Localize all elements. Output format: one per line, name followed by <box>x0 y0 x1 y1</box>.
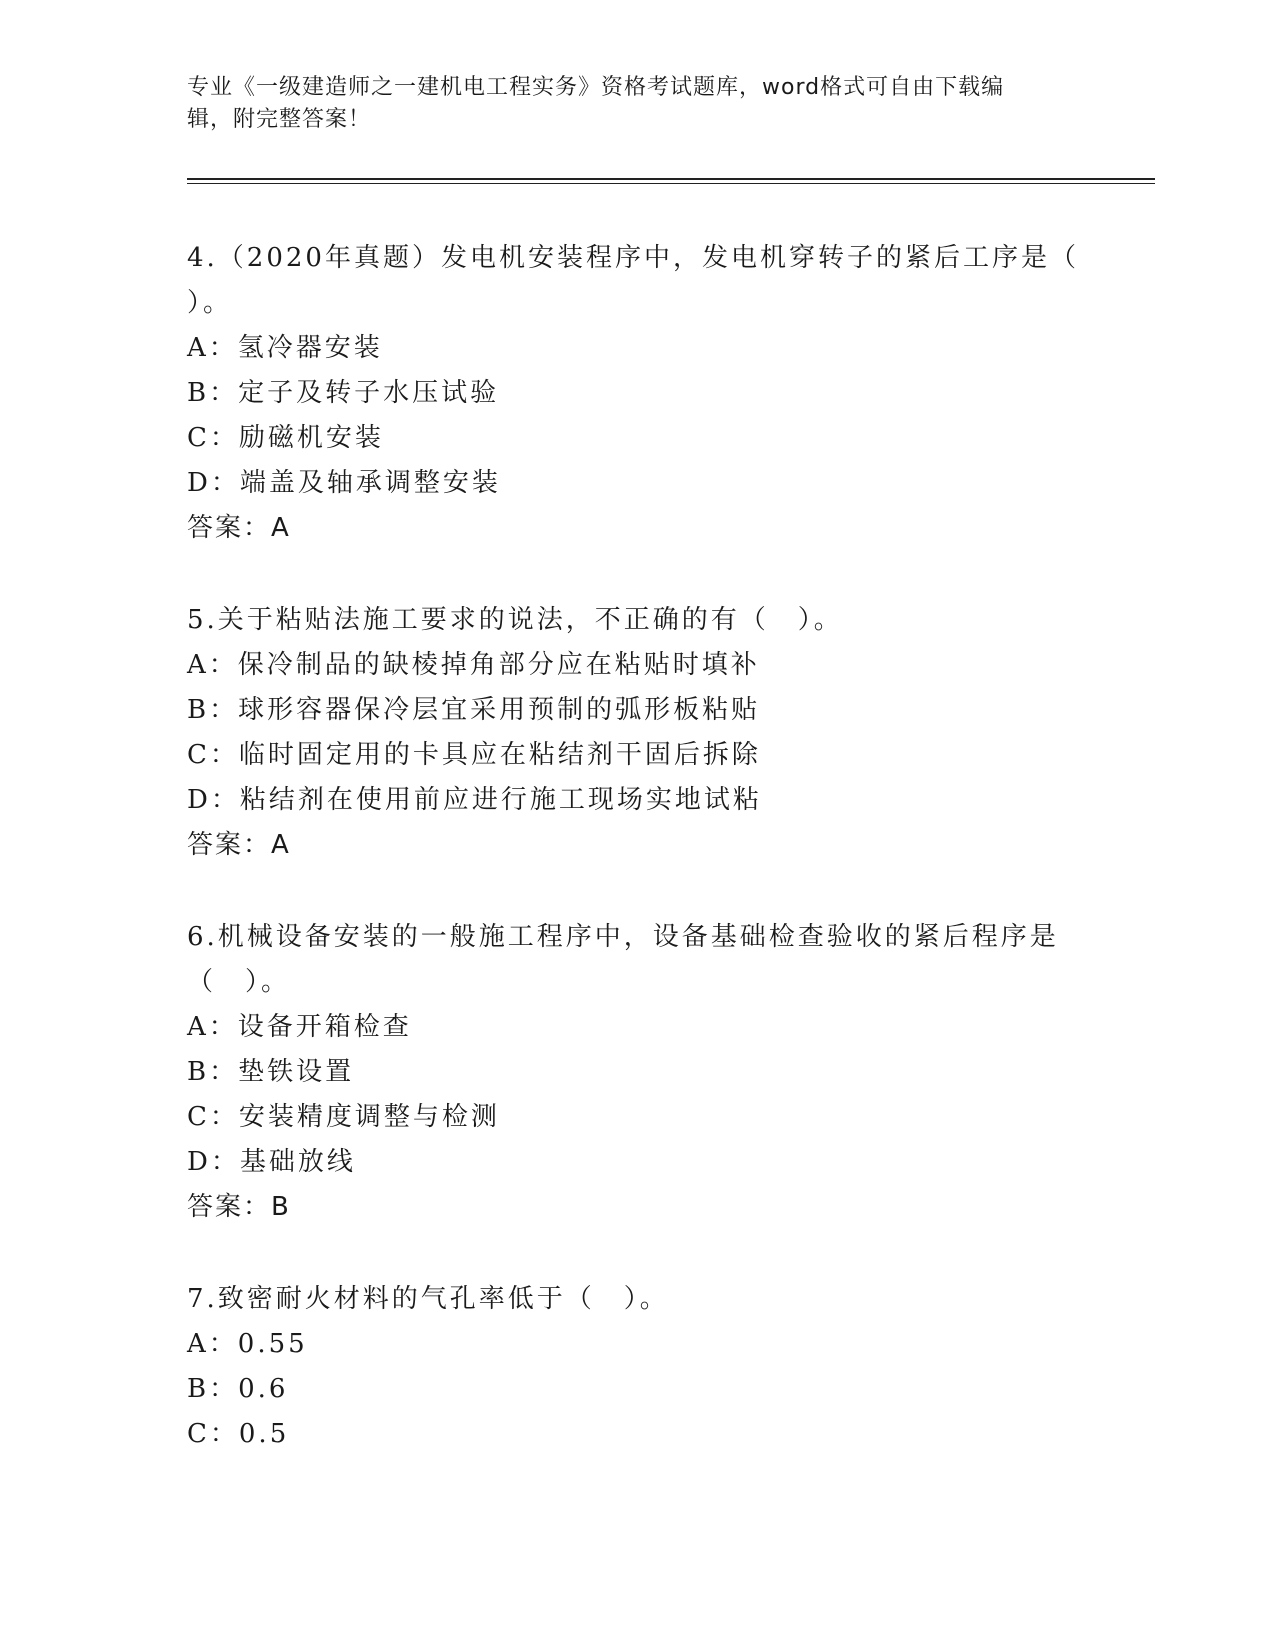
option-d: D：基础放线 <box>187 1147 356 1177</box>
header-line-2: 辑，附完整答案！ <box>187 107 372 132</box>
question-spacer <box>187 868 1087 915</box>
option-c: C：临时固定用的卡具应在粘结剂干固后拆除 <box>187 740 761 770</box>
option-b: B：0.6 <box>187 1374 289 1404</box>
document-header <box>187 72 1067 136</box>
question-4 <box>187 236 1087 551</box>
question-list <box>187 236 1087 1457</box>
option-a: A：0.55 <box>187 1329 308 1359</box>
question-spacer <box>187 1230 1087 1277</box>
option-c: C：安装精度调整与检测 <box>187 1102 500 1132</box>
question-stem-line: 7.致密耐火材料的气孔率低于（ ）。 <box>187 1284 669 1314</box>
header-rule-thin <box>187 183 1155 184</box>
option-c: C：励磁机安装 <box>187 423 384 453</box>
answer-line: 答案：A <box>187 513 291 543</box>
question-7 <box>187 1277 1087 1457</box>
answer-line: 答案：B <box>187 1192 291 1222</box>
question-6 <box>187 915 1087 1230</box>
option-d: D：粘结剂在使用前应进行施工现场实地试粘 <box>187 785 762 815</box>
option-d: D：端盖及轴承调整安装 <box>187 468 501 498</box>
question-stem-line: 6.机械设备安装的一般施工程序中，设备基础检查验收的紧后程序是 <box>187 922 1059 952</box>
option-a: A：设备开箱检查 <box>187 1012 412 1042</box>
option-a: A：氢冷器安装 <box>187 333 383 363</box>
answer-line: 答案：A <box>187 830 291 860</box>
option-b: B：垫铁设置 <box>187 1057 355 1087</box>
question-stem-line: 4.（2020年真题）发电机安装程序中，发电机穿转子的紧后工序是（ <box>187 243 1079 273</box>
option-c: C：0.5 <box>187 1419 290 1449</box>
header-line-1: 专业《一级建造师之一建机电工程实务》资格考试题库，word格式可自由下载编 <box>187 75 1005 100</box>
option-b: B：球形容器保冷层宜采用预制的弧形板粘贴 <box>187 695 761 725</box>
question-stem-line: ）。 <box>187 288 233 318</box>
option-a: A：保冷制品的缺棱掉角部分应在粘贴时填补 <box>187 650 760 680</box>
question-5 <box>187 598 1087 868</box>
question-stem-line: （ ）。 <box>187 967 291 997</box>
question-spacer <box>187 551 1087 598</box>
header-rule-thick <box>187 178 1155 180</box>
question-stem-line: 5.关于粘贴法施工要求的说法，不正确的有（ ）。 <box>187 605 843 635</box>
option-b: B：定子及转子水压试验 <box>187 378 500 408</box>
